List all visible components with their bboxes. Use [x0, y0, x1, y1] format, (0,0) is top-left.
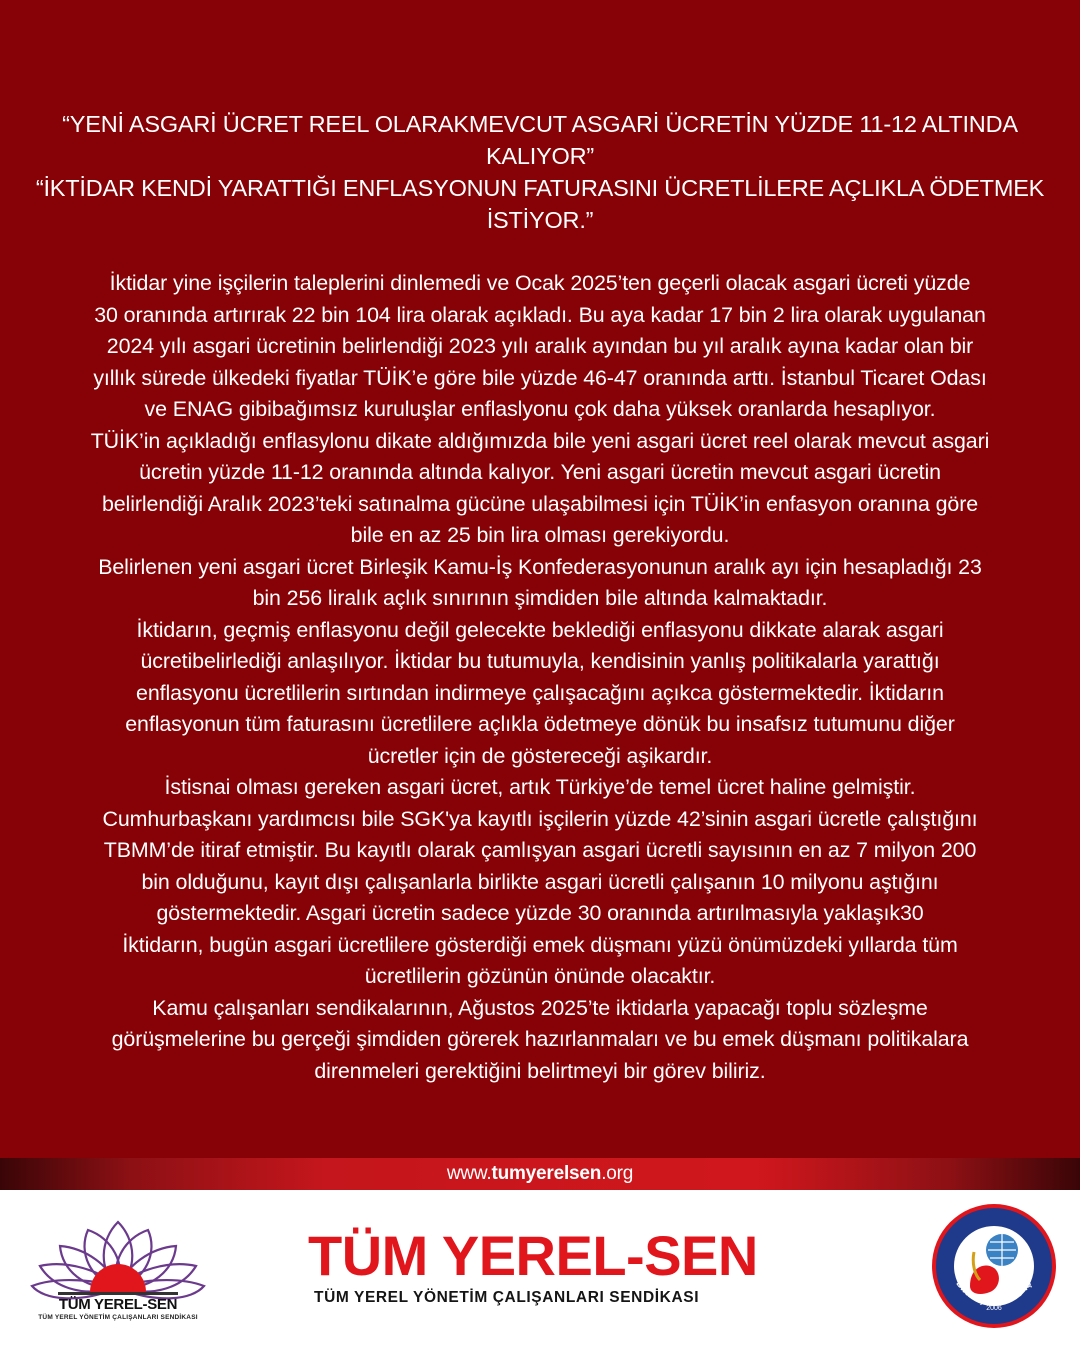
- union-logo: [28, 1200, 208, 1330]
- body-line: bin 256 liralık açlık sınırının şimdiden bile altında kalmaktadır.: [252, 586, 828, 610]
- body-line: belirlendiği Aralık 2023’teki satınalma gücüne ulaşabilmesi için TÜİK’in enfasyon oranına göre: [101, 491, 979, 516]
- body-line: direnmeleri gerektiğini belirtmeyi bir görev biliriz.: [314, 1058, 766, 1083]
- body-line: ücretin yüzde 11-12 oranında altında kalıyor. Yeni asgari ücretin mevcut asgari ücretin: [139, 460, 941, 484]
- emblem-arc-text: BİRLEŞİK KAMU-İŞ: [954, 1278, 1034, 1308]
- body-line: yıllık sürede ülkedeki fiyatlar TÜİK’e göre bile yüzde 46-47 oranında arttı. İstanbul Ticaret Odası: [93, 365, 987, 390]
- website-suffix: .org: [601, 1163, 634, 1184]
- body-line: ücretibelirlediği anlaşılıyor. İktidar bu tutumuyla, kendisinin yanlış politikalarla yarattığı: [140, 649, 940, 673]
- body-line: görüşmelerine bu gerçeği şimdiden görerek hazırlanmaları ve bu emek düşmanı politikalara: [111, 1027, 969, 1051]
- body-line: Kamu çalışanları sendikalarının, Ağustos 2025’te iktidarla yapacağı toplu sözleşme: [152, 995, 928, 1020]
- sun-flower-icon: [28, 1200, 208, 1300]
- footer: [0, 1190, 1080, 1350]
- body-line: İstisnai olması gereken asgari ücret, artık Türkiye’de temel ücret haline gelmiştir.: [164, 775, 916, 799]
- body-line: enflasyonun tüm faturasını ücretlilere açlıkla ödetmeye dönük bu insafsız tutumunu diğer: [125, 712, 955, 736]
- union-logo-subtitle: TÜM YEREL YÖNETİM ÇALIŞANLARI SENDİKASI: [38, 1314, 198, 1321]
- headline-line-2: “İKTİDAR KENDİ YARATTIĞI ENFLASYONUN FATURASINI ÜCRETLİLERE AÇLIKLA ÖDETMEK: [35, 175, 1045, 201]
- body-line: göstermektedir. Asgari ücretin sadece yüzde 30 oranında artırılmasıyla yaklaşık30: [156, 901, 924, 925]
- brand-title: TÜM YEREL-SEN: [308, 1224, 758, 1287]
- body-line: ücretlilerin gözünün önünde olacaktır.: [364, 964, 716, 988]
- body-line: TBMM’de itiraf etmiştir. Bu kayıtlı olarak çamlışyan asgari ücretli sayısının en az 7 milyon 200: [103, 838, 977, 862]
- website-strip: [0, 1158, 1080, 1190]
- union-logo-title: TÜM YEREL-SEN: [58, 1296, 178, 1313]
- body-line: ücretler için de göstereceği aşikardır.: [367, 743, 713, 768]
- emblem-year: 2006: [986, 1305, 1002, 1312]
- body-line: Belirlenen yeni asgari ücret Birleşik Kamu-İş Konfederasyonunun aralık ayı için hesapladığı 23: [98, 554, 982, 579]
- confederation-emblem-icon: [930, 1202, 1058, 1330]
- body-line: 30 oranında artırırak 22 bin 104 lira olarak açıkladı. Bu aya kadar 17 bin 2 lira olarak uygulanan: [94, 302, 986, 327]
- body-line: TÜİK’in açıkladığı enflasylonu dikate aldığımızda bile yeni asgari ücret reel olarak mevcut asgari: [90, 428, 990, 453]
- body-line: İktidarın, geçmiş enflasyonu değil gelecekte beklediği enflasyonu dikkate alarak asgari: [136, 617, 944, 642]
- body-line: bile en az 25 bin lira olması gerekiyordu.: [350, 523, 730, 547]
- website-prefix: www.: [446, 1163, 492, 1184]
- statement-body: [10, 268, 1070, 1087]
- body-line: 2024 yılı asgari ücretinin belirlendiği 2023 yılı aralık ayından bu yıl aralık ayına kadar olan bir: [106, 334, 974, 358]
- brand-subtitle: TÜM YEREL YÖNETİM ÇALIŞANLARI SENDİKASI: [314, 1289, 700, 1306]
- headline: [10, 108, 1070, 236]
- headline-line-1: “YENİ ASGARİ ÜCRET REEL OLARAKMEVCUT ASGARİ ÜCRETİN YÜZDE 11-12 ALTINDA KALIYOR”: [62, 111, 1018, 169]
- body-line: bin olduğunu, kayıt dışı çalışanlarla birlikte asgari ücretli çalışanın 10 milyonu aştığını: [141, 869, 939, 894]
- body-line: Cumhurbaşkanı yardımcısı bile SGK'ya kayıtlı işçilerin yüzde 42’sinin asgari ücretle çalıştığını: [102, 806, 978, 831]
- body-line: enflasyonu ücretlilerin sırtından indirmeye çalışacağını açıkca göstermektedir. İktidarın: [136, 680, 944, 705]
- body-line: İktidarın, bugün asgari ücretlilere gösterdiği emek düşmanı yüzü önümüzdeki yıllarda tüm: [122, 932, 958, 957]
- headline-line-3: İSTİYOR.”: [486, 207, 594, 233]
- body-line: ve ENAG gibibağımsız kuruluşlar enflaslyonu çok daha yüksek oranlarda hesaplıyor.: [144, 397, 936, 421]
- website-link[interactable]: [447, 1163, 633, 1185]
- website-domain: tumyerelsen: [491, 1163, 602, 1184]
- body-line: İktidar yine işçilerin taleplerini dinlemedi ve Ocak 2025’ten geçerli olacak asgari ücreti yüzde: [109, 271, 971, 295]
